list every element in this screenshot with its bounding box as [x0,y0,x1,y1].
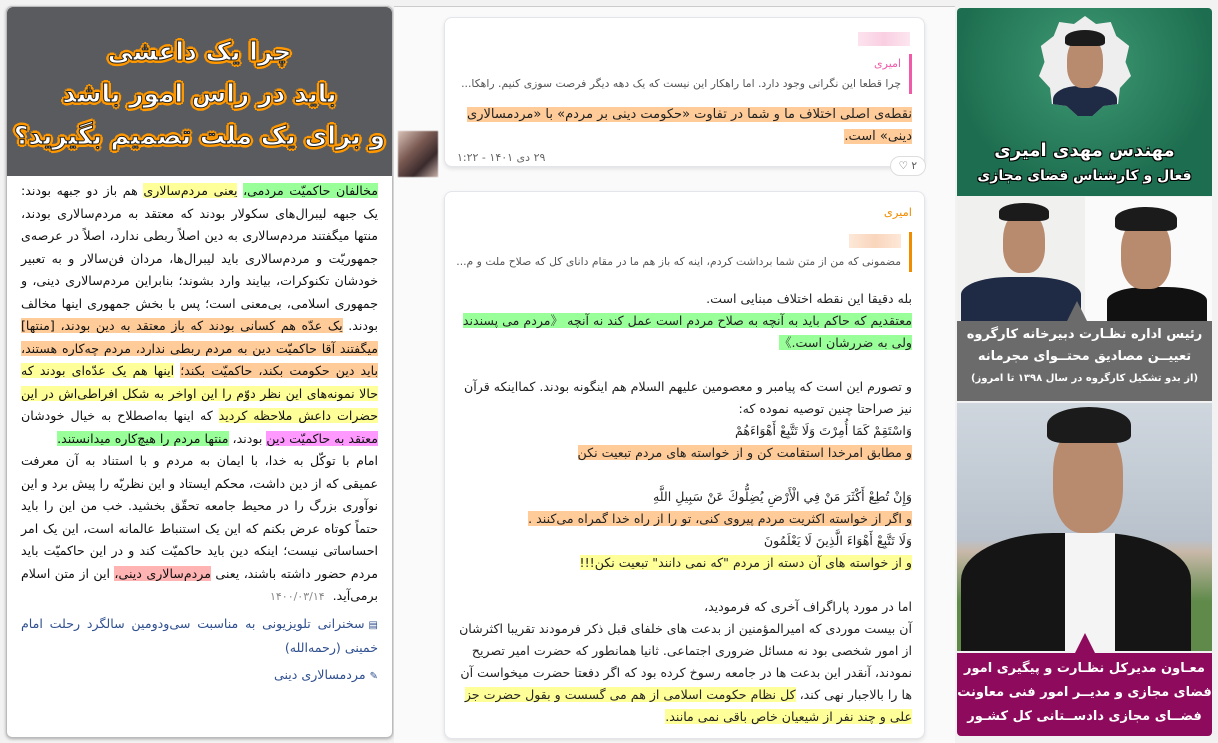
quote-text: چرا قطعا این نگرانی وجود دارد. اما راهکار این نیست که یک دهه دیگر فرصت سوزی کنیم. راهکا... [461,77,901,90]
text-segment: بله دقیقا این نقطه اختلاف مبنایی است. [706,291,912,306]
caption-line: تعییــن مصادیق محتــوای مجرمانه [977,349,1192,364]
text-segment: که اینها به‌اصطلاح به خیال خودشان [21,408,219,423]
role-caption [957,321,1212,401]
caption-line: (از بدو تشکیل کارگروه در سال ۱۳۹۸ تا امروز) [970,373,1199,384]
document-icon: ▤ [368,619,378,631]
profile-title: فعال و کارشناس فضای مجازی [977,168,1192,184]
text-segment: وَلَا تَتَّبِعْ أَهْوَاءَ الَّذِينَ لَا يَعْلَمُونَ [763,533,912,548]
highlighted-text: مردم‌سالاری دینی، [114,565,211,581]
source-link-label[interactable]: سخنرانی تلویزیونی به مناسبت سی‌ودومین سالگرد رحلت امام خمینی (رحمه‌الله) [21,615,378,655]
highlighted-text: معتقد به حاکمیّت دین [266,430,378,446]
article-date: ۱۴۰۰/۰۳/۱۴ [269,590,325,603]
highlighted-text: مخالفان حاکمیّت مردمی، [243,183,378,198]
highlighted-text: و اگر از خواسته اکثریت مردم پیروی کنی، تو را از راه خدا گمراه می‌کنند . [528,511,912,526]
comment-line [455,376,912,420]
comments-thread [394,6,955,743]
article-paragraph [21,180,378,450]
text-segment: و تصورم این است که پیامبر و معصومین علیهم السلام هم اینگونه بودند. کمااینکه قرآن نیز صراحتا چنین توصیه نموده که: [464,379,912,416]
headline-line: و برای یک ملت تصمیم بگیرید؟ [13,120,386,150]
source-link[interactable] [21,613,378,660]
caption-line: رئیس اداره نظـارت دبیرخانه کارگروه [966,327,1203,342]
comment-line [455,618,912,728]
highlighted-text: یعنی مردم‌سالاری [143,183,238,198]
comment-line [455,486,912,508]
user-avatar-blurred [398,131,438,177]
comment-card [444,191,925,739]
article-body [7,176,392,688]
highlighted-text: و از خواسته های آن دسته از مردم "که نمی دانند" تبعیت نکن!!! [579,555,912,570]
role-caption [957,653,1212,736]
like-count: ۲ [911,160,917,172]
comment-line [455,288,912,310]
blurred-username [849,234,901,248]
quoted-reply[interactable] [445,232,912,272]
profile-photo [957,403,1212,651]
text-segment: وَإِنْ تُطِعْ أَكْثَرَ مَنْ فِي الْأَرْضِ يُضِلُّوكَ عَنْ سَبِيلِ اللَّهِ [652,489,912,504]
profile-banner [957,8,1212,196]
caption-line: فضای مجازی و مدیــر امور فنی معاونت [957,685,1212,700]
portrait-frame [1039,16,1131,116]
like-button[interactable] [890,156,926,176]
caption-line: معـاون مدیرکل نظـارت و پیگیری امور [964,661,1205,676]
highlighted-text: و مطابق امرخدا استقامت کن و از خواسته های مردم تبعیت نکن [577,445,912,460]
comment-line [455,596,912,618]
highlighted-text: معتقدیم که حاکم باید به آنچه به صلاح مردم است عمل کند نه آنچه 《مردم می پسندند ولی به ضررشان است.》 [462,313,912,350]
comment-card [444,17,925,172]
text-segment: امام با توکّل به خدا، با ایمان به مردم و با استناد به آن معرفت عمیقی که از دین داشت، محکم ایستاد و این نظریّه را پیش برد و این نوآوری بزرگ را در محیط جامعه تحقّق بخشید. خب من این را باید حتماً کوتاه عرض بکنم که این یک استنباط عالمانه است، این یک امر احساساتی نیست؛ اینکه دین باید حاکمیّت کند و در این حاکمیّت باید مردم حضور داشته باشند، یعنی [21,453,378,581]
headline-banner [7,7,392,176]
quoted-reply[interactable] [445,54,912,94]
comment-body [445,104,924,148]
comment-author[interactable]: امیری [883,205,912,219]
highlighted-text: یک عدّه هم کسانی بودند که باز معتقد به دین بودند، [منتها] میگفتند آقا حاکمیّت دین به مردم ربطی ندارد، مردم چه‌کاره هستند، باید دین حکومت بکند، حاکمیّت بکند؛ [21,318,378,378]
highlighted-text: اینها هم یک عدّه‌ای بودند که حالا نمونه‌های این نظر دوّم را این اواخر به شکل افراطی‌اش در این حضرات داعش ملاحظه کردید [21,363,378,423]
comment-line [455,530,912,552]
comment-line [455,552,912,574]
comment-line [455,442,912,464]
tag-link[interactable] [21,664,378,689]
heart-icon: ♡ [898,160,909,172]
text-segment: وَاسْتَقِمْ كَمَا أُمِرْتَ وَلَا تَتَّبِعْ أَهْوَاءَهُمْ [734,423,912,438]
highlighted-text: کل نظام حکومت اسلامی از هم می گسست و بقول حضرت جز علی و چند نفر از شیعیان خاص باقی نمی مانند. [464,687,912,724]
text-segment: این از متن اسلام برمی‌آید. [21,565,378,603]
highlighted-text: منتها مردم را هیچ‌کاره میدانستند. [57,430,229,446]
blank-line [455,574,912,596]
profile-infographic [957,8,1212,736]
blank-line [455,354,912,376]
comment-line [455,420,912,442]
caption-line: فضــای مجازی دادســتانی کل کشـور [967,709,1202,724]
headline-line: چرا یک داعشی [107,36,292,66]
text-segment: آن بیست موردی که امیرالمؤمنین از بدعت های خلفای قبل ذکر فرمودند تقریبا اکثرشان از امور شخصی بود نه مسائل ضروری اجتماعی. ثانیا همانطور که حضرت امیر تصریح نمودند، آنقدر این بدعت ها در جامعه رسوخ کرده بود که اگر دفعتا حضرت میخواست آن ها را بالاجبار نهی کند، [459,621,912,702]
comment-line [455,104,912,148]
tag-link-label[interactable]: مردمسالاری دینی [273,666,366,682]
quote-article-panel [6,6,393,738]
tag-icon: ✎ [369,670,378,682]
article-paragraph [21,450,378,609]
profile-name: مهندس مهدی امیری [994,140,1175,161]
blurred-username [858,32,910,46]
comment-line [455,508,912,530]
highlighted-text: نقطه‌ی اصلی اختلاف ما و شما در تفاوت «حکومت دینی بر مردم» با «مردمسالاری دینی» است. [467,107,912,144]
quote-text: مضمونی که من از متن شما برداشت کردم، اینه که باز هم ما در مقام دانای کل که صلاح ملت و م... [456,255,901,268]
headline-line: باید در راس امور باشد [62,78,337,108]
blank-line [455,464,912,486]
comment-line [455,310,912,354]
text-segment: هم باز دو جبهه بودند: یک جبهه لیبرال‌های سکولار بودند که معتقد به مردم‌سالاری بودند، منتها میگفتند مردم‌سالاری به دین اصلاً ربطی ندارد، اصلاً در عرصه‌ی جمهوریّت و مردم‌سالاری باید لیبرال‌ها، مردان فن‌سالار و به تعبیر خودشان تکنوکرات، بیایند وارد بشوند؛ بنابراین مردم‌سالاری دینی، و جمهوری اسلامی، بی‌معنی است؛ پس با بخش جمهوری اینها مخالف بودند. [21,183,378,333]
text-segment: بودند، [228,430,267,446]
comment-body [445,288,924,728]
quote-author: امیری [874,57,901,70]
text-segment: اما در مورد پاراگراف آخری که فرمودید، [704,599,912,614]
comment-timestamp: ۲۹ دی ۱۴۰۱ - ۱:۲۲ [457,151,546,164]
